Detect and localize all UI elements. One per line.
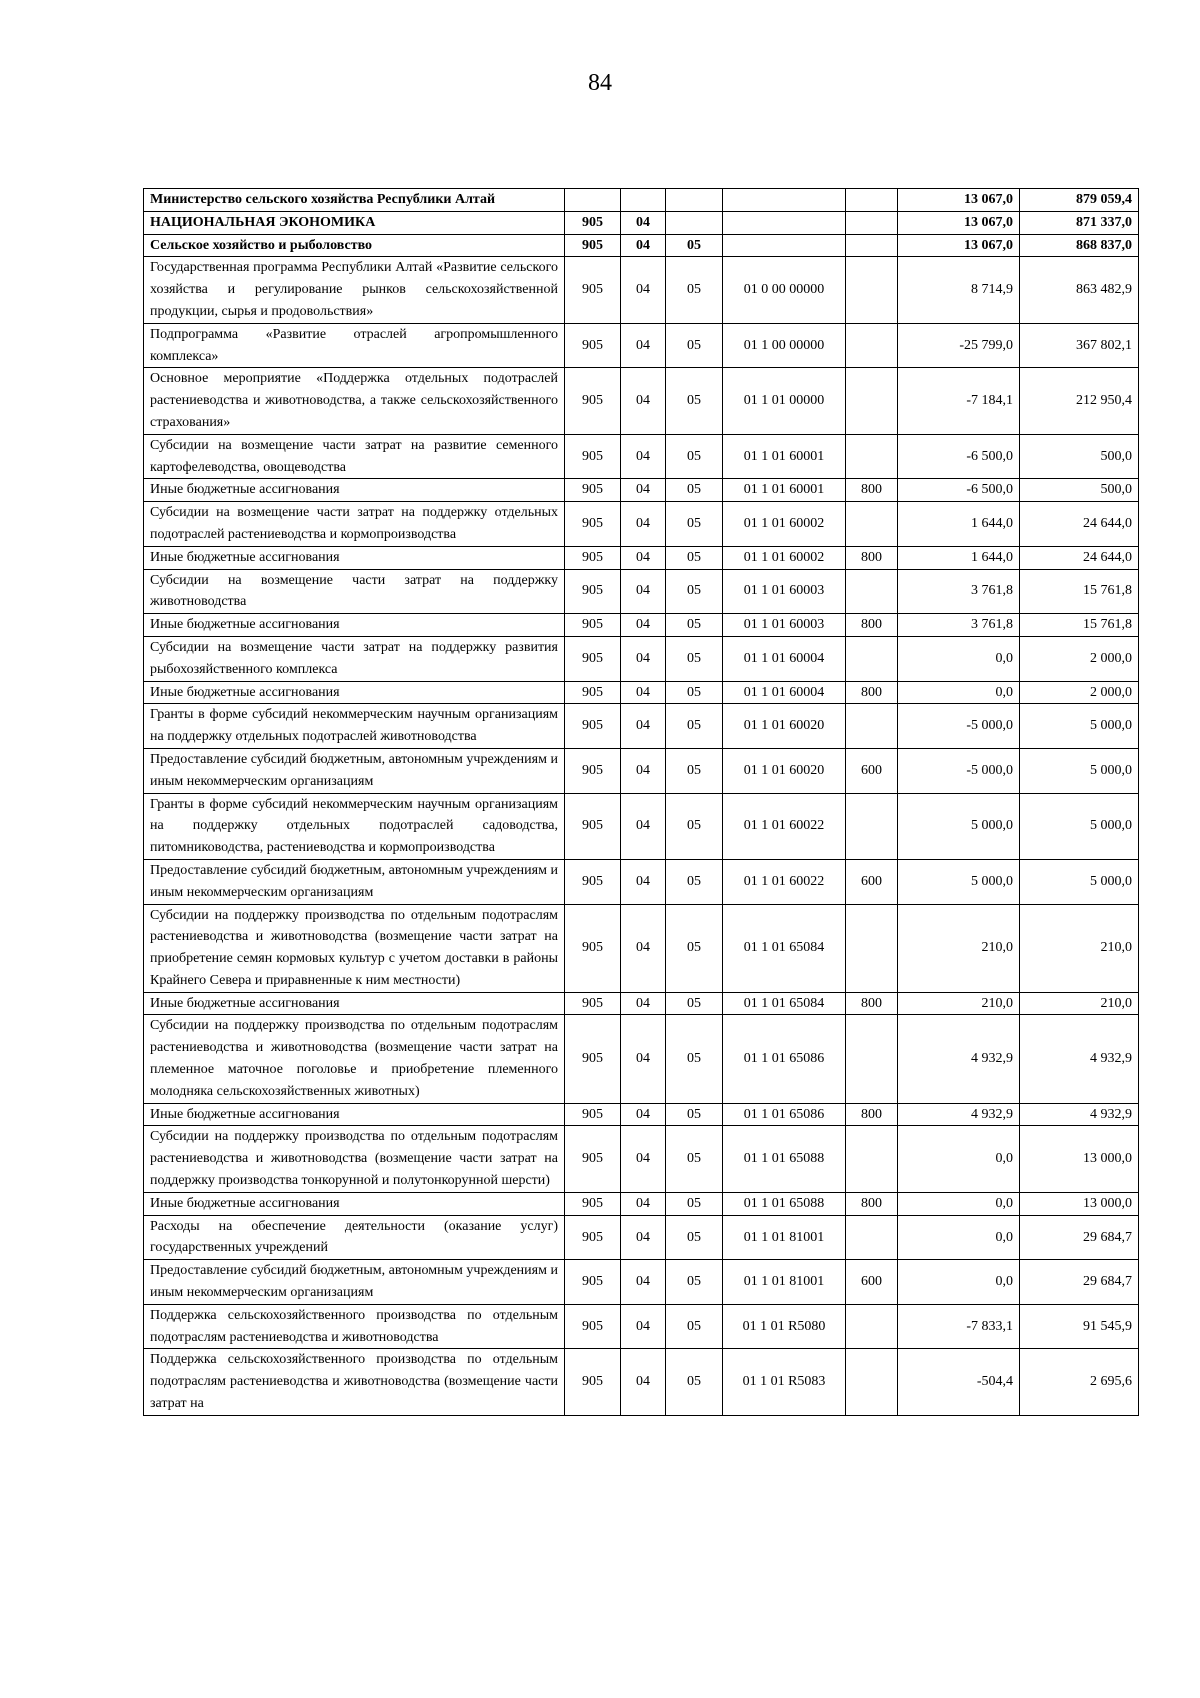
cell-expense-type [846, 211, 898, 234]
cell-target-article [723, 234, 846, 257]
cell-grbs: 905 [565, 704, 621, 749]
cell-section: 04 [621, 211, 666, 234]
cell-expense-type: 800 [846, 479, 898, 502]
cell-amount-change: 210,0 [898, 904, 1020, 992]
cell-section: 04 [621, 1103, 666, 1126]
cell-subsection: 05 [666, 323, 723, 368]
row-name: Субсидии на возмещение части затрат на поддержку отдельных подотраслей растениеводства и кормопроизводства [144, 502, 565, 547]
table-row [144, 502, 1139, 547]
table-row [144, 546, 1139, 569]
table-row [144, 569, 1139, 614]
row-name: Поддержка сельскохозяйственного производства по отдельным подотраслям растениеводства и животноводства (возмещение части затрат на [144, 1349, 565, 1415]
cell-subsection: 05 [666, 636, 723, 681]
cell-subsection: 05 [666, 704, 723, 749]
table-row [144, 1215, 1139, 1260]
cell-amount-change: 5 000,0 [898, 793, 1020, 859]
row-name: Субсидии на возмещение части затрат на развитие семенного картофелеводства, овощеводства [144, 434, 565, 479]
table-row [144, 748, 1139, 793]
cell-section: 04 [621, 569, 666, 614]
cell-grbs: 905 [565, 1215, 621, 1260]
row-name: Субсидии на поддержку производства по отдельным подотраслям растениеводства и животноводства (возмещение части затрат на племенное маточное поголовье и приобретение племенного молодняка сельскохозяйственных животных) [144, 1015, 565, 1103]
cell-amount-total: 210,0 [1020, 904, 1139, 992]
cell-section: 04 [621, 234, 666, 257]
row-name: Основное мероприятие «Поддержка отдельных подотраслей растениеводства и животноводства, а также сельскохозяйственного страхования» [144, 368, 565, 434]
cell-amount-change: 0,0 [898, 1126, 1020, 1192]
cell-expense-type [846, 793, 898, 859]
cell-amount-total: 879 059,4 [1020, 189, 1139, 212]
budget-table-body [144, 189, 1139, 1416]
cell-amount-change: 4 932,9 [898, 1103, 1020, 1126]
cell-section: 04 [621, 1349, 666, 1415]
table-row [144, 1126, 1139, 1192]
cell-grbs: 905 [565, 234, 621, 257]
cell-section: 04 [621, 502, 666, 547]
cell-amount-change: 13 067,0 [898, 234, 1020, 257]
table-row [144, 681, 1139, 704]
cell-amount-total: 863 482,9 [1020, 257, 1139, 323]
cell-amount-change: -25 799,0 [898, 323, 1020, 368]
row-name: Иные бюджетные ассигнования [144, 479, 565, 502]
cell-subsection: 05 [666, 614, 723, 637]
cell-section [621, 189, 666, 212]
table-row [144, 189, 1139, 212]
cell-target-article: 01 1 01 65086 [723, 1015, 846, 1103]
cell-amount-change: 13 067,0 [898, 189, 1020, 212]
cell-subsection: 05 [666, 1304, 723, 1349]
table-row [144, 636, 1139, 681]
cell-expense-type: 800 [846, 1103, 898, 1126]
cell-subsection: 05 [666, 793, 723, 859]
table-row [144, 1260, 1139, 1305]
cell-expense-type: 600 [846, 1260, 898, 1305]
cell-amount-total: 29 684,7 [1020, 1215, 1139, 1260]
row-name: Предоставление субсидий бюджетным, автономным учреждениям и иным некоммерческим организациям [144, 859, 565, 904]
row-name: Иные бюджетные ассигнования [144, 1192, 565, 1215]
cell-amount-change: 0,0 [898, 1192, 1020, 1215]
cell-grbs: 905 [565, 368, 621, 434]
cell-section: 04 [621, 681, 666, 704]
cell-amount-total: 13 000,0 [1020, 1126, 1139, 1192]
cell-section: 04 [621, 636, 666, 681]
cell-amount-change: 5 000,0 [898, 859, 1020, 904]
cell-subsection: 05 [666, 257, 723, 323]
cell-target-article: 01 1 01 R5083 [723, 1349, 846, 1415]
cell-expense-type [846, 704, 898, 749]
cell-amount-total: 29 684,7 [1020, 1260, 1139, 1305]
cell-subsection: 05 [666, 479, 723, 502]
cell-grbs: 905 [565, 323, 621, 368]
cell-section: 04 [621, 992, 666, 1015]
cell-amount-total: 871 337,0 [1020, 211, 1139, 234]
cell-subsection: 05 [666, 546, 723, 569]
cell-expense-type [846, 1349, 898, 1415]
cell-target-article: 01 1 01 60002 [723, 546, 846, 569]
cell-amount-change: 0,0 [898, 636, 1020, 681]
cell-amount-change: 0,0 [898, 1215, 1020, 1260]
cell-section: 04 [621, 546, 666, 569]
cell-subsection: 05 [666, 1260, 723, 1305]
cell-amount-change: -7 184,1 [898, 368, 1020, 434]
cell-subsection: 05 [666, 1215, 723, 1260]
cell-grbs: 905 [565, 636, 621, 681]
cell-expense-type [846, 368, 898, 434]
table-row [144, 1349, 1139, 1415]
cell-target-article [723, 211, 846, 234]
cell-expense-type [846, 257, 898, 323]
cell-grbs: 905 [565, 211, 621, 234]
cell-amount-total: 4 932,9 [1020, 1015, 1139, 1103]
cell-grbs: 905 [565, 1260, 621, 1305]
cell-grbs: 905 [565, 546, 621, 569]
cell-amount-total: 4 932,9 [1020, 1103, 1139, 1126]
table-row [144, 368, 1139, 434]
cell-grbs [565, 189, 621, 212]
cell-amount-total: 2 000,0 [1020, 636, 1139, 681]
cell-amount-total: 5 000,0 [1020, 748, 1139, 793]
page-number: 84 [588, 70, 612, 96]
cell-subsection: 05 [666, 681, 723, 704]
cell-grbs: 905 [565, 479, 621, 502]
cell-expense-type [846, 569, 898, 614]
cell-expense-type [846, 1015, 898, 1103]
row-name: Министерство сельского хозяйства Республики Алтай [144, 189, 565, 212]
cell-grbs: 905 [565, 859, 621, 904]
cell-subsection: 05 [666, 992, 723, 1015]
cell-target-article: 01 0 00 00000 [723, 257, 846, 323]
cell-expense-type: 800 [846, 1192, 898, 1215]
cell-subsection: 05 [666, 1103, 723, 1126]
cell-target-article: 01 1 01 65088 [723, 1126, 846, 1192]
cell-expense-type: 600 [846, 859, 898, 904]
table-row [144, 257, 1139, 323]
cell-amount-total: 2 000,0 [1020, 681, 1139, 704]
cell-subsection: 05 [666, 748, 723, 793]
cell-amount-total: 5 000,0 [1020, 704, 1139, 749]
cell-section: 04 [621, 704, 666, 749]
cell-grbs: 905 [565, 904, 621, 992]
cell-target-article: 01 1 01 60022 [723, 793, 846, 859]
cell-subsection: 05 [666, 1349, 723, 1415]
cell-amount-change: 0,0 [898, 1260, 1020, 1305]
table-row [144, 859, 1139, 904]
cell-amount-total: 91 545,9 [1020, 1304, 1139, 1349]
row-name: Государственная программа Республики Алтай «Развитие сельского хозяйства и регулирование рынков сельскохозяйственной продукции, сырья и продовольствия» [144, 257, 565, 323]
cell-expense-type [846, 234, 898, 257]
table-row [144, 1304, 1139, 1349]
cell-target-article: 01 1 01 81001 [723, 1260, 846, 1305]
cell-amount-total: 500,0 [1020, 434, 1139, 479]
cell-subsection: 05 [666, 434, 723, 479]
cell-subsection [666, 189, 723, 212]
table-row [144, 1015, 1139, 1103]
cell-target-article: 01 1 01 00000 [723, 368, 846, 434]
table-row [144, 614, 1139, 637]
row-name: Иные бюджетные ассигнования [144, 681, 565, 704]
cell-expense-type [846, 434, 898, 479]
cell-expense-type [846, 502, 898, 547]
cell-amount-change: 0,0 [898, 681, 1020, 704]
cell-grbs: 905 [565, 992, 621, 1015]
cell-subsection: 05 [666, 904, 723, 992]
cell-target-article: 01 1 01 60002 [723, 502, 846, 547]
cell-amount-change: 8 714,9 [898, 257, 1020, 323]
cell-section: 04 [621, 479, 666, 502]
cell-expense-type: 800 [846, 681, 898, 704]
cell-subsection: 05 [666, 1126, 723, 1192]
cell-grbs: 905 [565, 569, 621, 614]
cell-expense-type [846, 189, 898, 212]
cell-amount-total: 13 000,0 [1020, 1192, 1139, 1215]
table-row [144, 793, 1139, 859]
row-name: Иные бюджетные ассигнования [144, 992, 565, 1015]
cell-target-article: 01 1 01 60001 [723, 434, 846, 479]
cell-amount-total: 5 000,0 [1020, 793, 1139, 859]
cell-grbs: 905 [565, 1349, 621, 1415]
table-row [144, 992, 1139, 1015]
cell-target-article: 01 1 01 65084 [723, 904, 846, 992]
cell-amount-change: 3 761,8 [898, 569, 1020, 614]
cell-amount-total: 15 761,8 [1020, 614, 1139, 637]
row-name: Гранты в форме субсидий некоммерческим научным организациям на поддержку отдельных подотраслей садоводства, питомниководства, растениеводства и кормопроизводства [144, 793, 565, 859]
cell-amount-change: -504,4 [898, 1349, 1020, 1415]
cell-amount-change: -5 000,0 [898, 704, 1020, 749]
cell-grbs: 905 [565, 1304, 621, 1349]
row-name: Подпрограмма «Развитие отраслей агропромышленного комплекса» [144, 323, 565, 368]
cell-grbs: 905 [565, 1192, 621, 1215]
cell-grbs: 905 [565, 1015, 621, 1103]
cell-amount-change: 1 644,0 [898, 546, 1020, 569]
cell-target-article: 01 1 01 60020 [723, 704, 846, 749]
cell-subsection [666, 211, 723, 234]
table-row [144, 1103, 1139, 1126]
cell-section: 04 [621, 323, 666, 368]
cell-target-article: 01 1 01 60022 [723, 859, 846, 904]
cell-amount-change: 1 644,0 [898, 502, 1020, 547]
cell-target-article: 01 1 01 81001 [723, 1215, 846, 1260]
cell-section: 04 [621, 793, 666, 859]
cell-expense-type: 800 [846, 546, 898, 569]
row-name: Иные бюджетные ассигнования [144, 614, 565, 637]
cell-expense-type: 800 [846, 992, 898, 1015]
cell-grbs: 905 [565, 434, 621, 479]
cell-subsection: 05 [666, 569, 723, 614]
cell-section: 04 [621, 859, 666, 904]
cell-amount-change: -7 833,1 [898, 1304, 1020, 1349]
row-name: Поддержка сельскохозяйственного производства по отдельным подотраслям растениеводства и животноводства [144, 1304, 565, 1349]
cell-target-article: 01 1 01 65084 [723, 992, 846, 1015]
cell-target-article: 01 1 01 60020 [723, 748, 846, 793]
cell-subsection: 05 [666, 859, 723, 904]
cell-section: 04 [621, 257, 666, 323]
row-name: Предоставление субсидий бюджетным, автономным учреждениям и иным некоммерческим организациям [144, 748, 565, 793]
cell-grbs: 905 [565, 257, 621, 323]
cell-grbs: 905 [565, 681, 621, 704]
row-name: Субсидии на поддержку производства по отдельным подотраслям растениеводства и животноводства (возмещение части затрат на поддержку производства тонкорунной и полутонкорунной шерсти) [144, 1126, 565, 1192]
cell-target-article: 01 1 01 R5080 [723, 1304, 846, 1349]
cell-grbs: 905 [565, 793, 621, 859]
cell-grbs: 905 [565, 502, 621, 547]
cell-amount-change: 3 761,8 [898, 614, 1020, 637]
cell-subsection: 05 [666, 1192, 723, 1215]
cell-grbs: 905 [565, 748, 621, 793]
row-name: Субсидии на возмещение части затрат на поддержку развития рыбохозяйственного комплекса [144, 636, 565, 681]
cell-amount-total: 367 802,1 [1020, 323, 1139, 368]
cell-amount-total: 212 950,4 [1020, 368, 1139, 434]
cell-target-article: 01 1 00 00000 [723, 323, 846, 368]
cell-expense-type: 800 [846, 614, 898, 637]
row-name: Иные бюджетные ассигнования [144, 546, 565, 569]
row-name: Субсидии на возмещение части затрат на поддержку животноводства [144, 569, 565, 614]
row-name: Гранты в форме субсидий некоммерческим научным организациям на поддержку отдельных подотраслей животноводства [144, 704, 565, 749]
table-row [144, 1192, 1139, 1215]
cell-grbs: 905 [565, 614, 621, 637]
cell-subsection: 05 [666, 234, 723, 257]
cell-target-article [723, 189, 846, 212]
cell-expense-type [846, 636, 898, 681]
cell-target-article: 01 1 01 60003 [723, 569, 846, 614]
row-name: Сельское хозяйство и рыболовство [144, 234, 565, 257]
table-row [144, 434, 1139, 479]
cell-section: 04 [621, 1015, 666, 1103]
cell-target-article: 01 1 01 60001 [723, 479, 846, 502]
cell-amount-change: 13 067,0 [898, 211, 1020, 234]
cell-section: 04 [621, 434, 666, 479]
cell-target-article: 01 1 01 60004 [723, 681, 846, 704]
cell-section: 04 [621, 368, 666, 434]
cell-subsection: 05 [666, 1015, 723, 1103]
budget-table [143, 188, 1139, 1416]
cell-target-article: 01 1 01 60004 [723, 636, 846, 681]
cell-target-article: 01 1 01 65086 [723, 1103, 846, 1126]
cell-expense-type [846, 1215, 898, 1260]
cell-section: 04 [621, 1126, 666, 1192]
cell-target-article: 01 1 01 65088 [723, 1192, 846, 1215]
row-name: Предоставление субсидий бюджетным, автономным учреждениям и иным некоммерческим организациям [144, 1260, 565, 1305]
table-row [144, 479, 1139, 502]
cell-expense-type [846, 323, 898, 368]
cell-amount-change: 210,0 [898, 992, 1020, 1015]
cell-amount-total: 2 695,6 [1020, 1349, 1139, 1415]
cell-amount-change: -6 500,0 [898, 479, 1020, 502]
cell-amount-total: 24 644,0 [1020, 546, 1139, 569]
cell-subsection: 05 [666, 368, 723, 434]
cell-amount-total: 5 000,0 [1020, 859, 1139, 904]
table-row [144, 211, 1139, 234]
cell-grbs: 905 [565, 1126, 621, 1192]
table-row [144, 904, 1139, 992]
cell-expense-type [846, 1304, 898, 1349]
cell-expense-type [846, 1126, 898, 1192]
table-row [144, 704, 1139, 749]
cell-amount-total: 500,0 [1020, 479, 1139, 502]
cell-subsection: 05 [666, 502, 723, 547]
row-name: Иные бюджетные ассигнования [144, 1103, 565, 1126]
cell-amount-total: 210,0 [1020, 992, 1139, 1015]
cell-target-article: 01 1 01 60003 [723, 614, 846, 637]
table-row [144, 323, 1139, 368]
cell-grbs: 905 [565, 1103, 621, 1126]
cell-section: 04 [621, 1260, 666, 1305]
cell-amount-total: 868 837,0 [1020, 234, 1139, 257]
cell-expense-type [846, 904, 898, 992]
cell-section: 04 [621, 614, 666, 637]
cell-amount-change: -6 500,0 [898, 434, 1020, 479]
cell-amount-change: -5 000,0 [898, 748, 1020, 793]
row-name: Субсидии на поддержку производства по отдельным подотраслям растениеводства и животноводства (возмещение части затрат на приобретение семян кормовых культур с учетом доставки в районы Крайнего Севера и приравненные к ним местности) [144, 904, 565, 992]
row-name: Расходы на обеспечение деятельности (оказание услуг) государственных учреждений [144, 1215, 565, 1260]
cell-amount-change: 4 932,9 [898, 1015, 1020, 1103]
cell-amount-total: 15 761,8 [1020, 569, 1139, 614]
cell-amount-total: 24 644,0 [1020, 502, 1139, 547]
cell-section: 04 [621, 748, 666, 793]
table-row [144, 234, 1139, 257]
cell-section: 04 [621, 904, 666, 992]
cell-section: 04 [621, 1215, 666, 1260]
cell-section: 04 [621, 1192, 666, 1215]
cell-section: 04 [621, 1304, 666, 1349]
cell-expense-type: 600 [846, 748, 898, 793]
row-name: НАЦИОНАЛЬНАЯ ЭКОНОМИКА [144, 211, 565, 234]
